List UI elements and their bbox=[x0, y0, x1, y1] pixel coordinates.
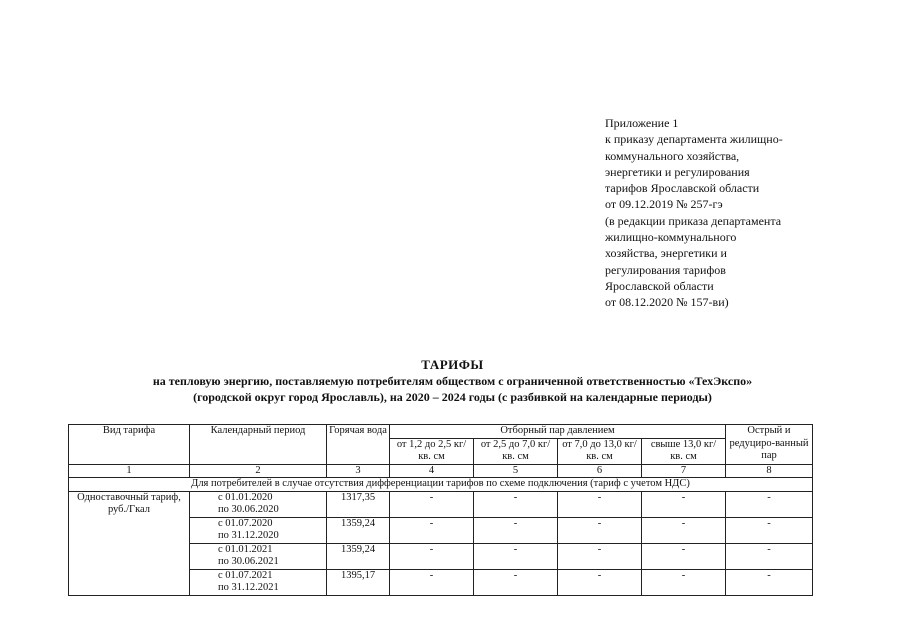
column-number: 4 bbox=[390, 464, 474, 478]
header-sharp-steam: Острый и редуциро-ванный пар bbox=[726, 425, 813, 465]
steam-value: - bbox=[558, 491, 642, 517]
steam-value: - bbox=[642, 491, 726, 517]
steam-value: - bbox=[558, 569, 642, 595]
table-row bbox=[69, 491, 813, 517]
steam-value: - bbox=[474, 543, 558, 569]
appendix-line: от 08.12.2020 № 157-ви) bbox=[605, 295, 729, 310]
header-steam-col: свыше 13,0 кг/ кв. см bbox=[642, 438, 726, 464]
header-hot-water: Горячая вода bbox=[327, 425, 390, 465]
steam-value: - bbox=[390, 543, 474, 569]
steam-value: - bbox=[474, 517, 558, 543]
column-number: 5 bbox=[474, 464, 558, 478]
header-period: Календарный период bbox=[190, 425, 327, 465]
appendix-line: тарифов Ярославской области bbox=[605, 181, 760, 196]
period-to: по 30.06.2021 bbox=[218, 556, 279, 567]
hot-water-value: 1359,24 bbox=[327, 517, 390, 543]
sharp-steam-value: - bbox=[726, 543, 813, 569]
header-steam-col: от 2,5 до 7,0 кг/ кв. см bbox=[474, 438, 558, 464]
header-tariff-type: Вид тарифа bbox=[69, 425, 190, 465]
header-steam-col: от 1,2 до 2,5 кг/ кв. см bbox=[390, 438, 474, 464]
hot-water-value: 1359,24 bbox=[327, 543, 390, 569]
period-from: с 01.07.2021 bbox=[218, 569, 273, 581]
appendix-line: регулирования тарифов bbox=[605, 262, 726, 277]
period-cell bbox=[190, 517, 327, 543]
column-number: 6 bbox=[558, 464, 642, 478]
period-cell bbox=[190, 491, 327, 517]
tariffs-table bbox=[68, 424, 813, 596]
steam-value: - bbox=[642, 517, 726, 543]
steam-value: - bbox=[390, 491, 474, 517]
steam-value: - bbox=[390, 517, 474, 543]
document-title bbox=[0, 357, 905, 405]
steam-value: - bbox=[474, 491, 558, 517]
title-line-1: на тепловую энергию, поставляемую потребителям обществом с ограниченной ответственностью «ТехЭкспо» bbox=[152, 374, 753, 388]
header-steam-group: Отборный пар давлением bbox=[390, 425, 726, 439]
title-line-2: (городской округ город Ярославль), на 2020 – 2024 годы (с разбивкой на календарные периоды) bbox=[193, 390, 712, 404]
appendix-block bbox=[605, 115, 895, 311]
steam-value: - bbox=[558, 543, 642, 569]
period-cell bbox=[190, 543, 327, 569]
hot-water-value: 1395,17 bbox=[327, 569, 390, 595]
sharp-steam-value: - bbox=[726, 517, 813, 543]
sharp-steam-value: - bbox=[726, 569, 813, 595]
tariff-label: Одноставочный тариф, руб./Гкал bbox=[69, 491, 190, 595]
period-cell bbox=[190, 569, 327, 595]
appendix-line: Ярославской области bbox=[605, 278, 714, 293]
column-number: 8 bbox=[726, 464, 813, 478]
steam-value: - bbox=[558, 517, 642, 543]
column-numbers-row bbox=[69, 464, 813, 478]
column-number: 3 bbox=[327, 464, 390, 478]
steam-value: - bbox=[642, 569, 726, 595]
period-to: по 30.06.2020 bbox=[218, 504, 279, 515]
sharp-steam-value: - bbox=[726, 491, 813, 517]
appendix-line: хозяйства, энергетики и bbox=[605, 246, 727, 261]
steam-value: - bbox=[642, 543, 726, 569]
steam-value: - bbox=[390, 569, 474, 595]
period-to: по 31.12.2020 bbox=[218, 530, 279, 541]
column-number: 1 bbox=[69, 464, 190, 478]
hot-water-value: 1317,35 bbox=[327, 491, 390, 517]
column-number: 2 bbox=[190, 464, 327, 478]
title-heading: ТАРИФЫ bbox=[421, 357, 484, 372]
steam-value: - bbox=[474, 569, 558, 595]
period-to: по 31.12.2021 bbox=[218, 582, 279, 593]
appendix-line: энергетики и регулирования bbox=[605, 164, 750, 179]
period-from: с 01.07.2020 bbox=[218, 517, 273, 529]
appendix-line: Приложение 1 bbox=[605, 116, 679, 130]
appendix-line: (в редакции приказа департамента bbox=[605, 213, 782, 228]
appendix-line: коммунального хозяйства, bbox=[605, 148, 740, 163]
column-number: 7 bbox=[642, 464, 726, 478]
appendix-line: от 09.12.2019 № 257-гэ bbox=[605, 197, 723, 212]
appendix-line: к приказу департамента жилищно- bbox=[605, 132, 783, 147]
appendix-line: жилищно-коммунального bbox=[605, 230, 737, 245]
period-from: с 01.01.2020 bbox=[218, 491, 273, 503]
period-from: с 01.01.2021 bbox=[218, 543, 273, 555]
section-label: Для потребителей в случае отсутствия дифференциации тарифов по схеме подключения (тариф с учетом НДС) bbox=[69, 478, 813, 492]
header-steam-col: от 7,0 до 13,0 кг/ кв. см bbox=[558, 438, 642, 464]
